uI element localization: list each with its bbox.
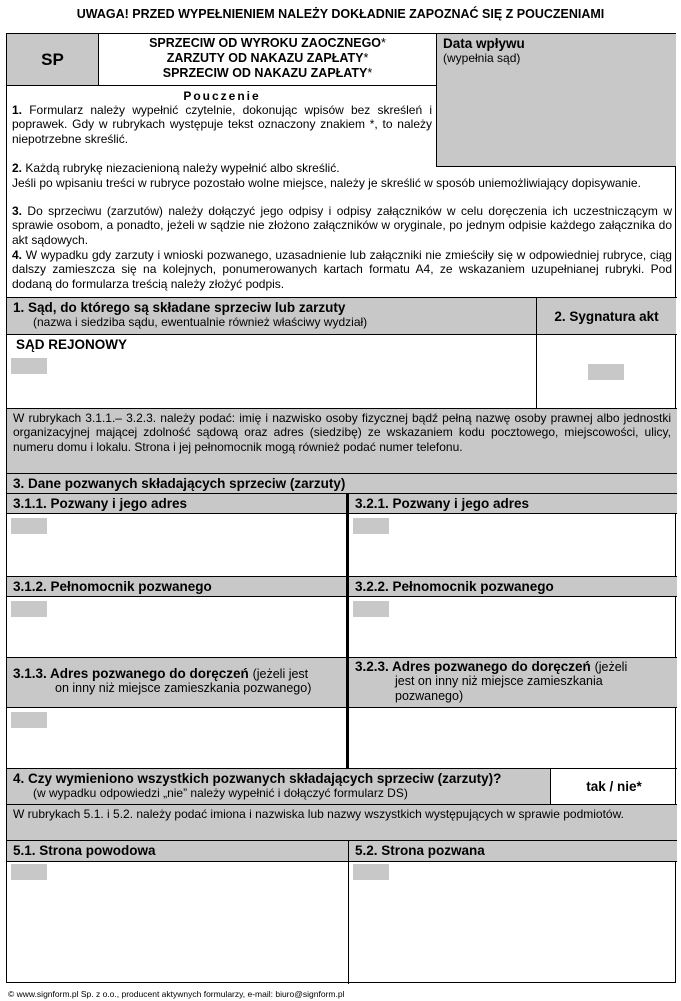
defendant-1-attorney-field[interactable] xyxy=(7,597,346,657)
defendant-2-service-address-field[interactable] xyxy=(349,708,677,768)
section-3-2-3-note-3: pozwanego) xyxy=(395,689,464,703)
section-3-2-3-header xyxy=(349,658,677,707)
section-3-1-2-title: 3.1.2. Pełnomocnik pozwanego xyxy=(13,579,212,594)
section-3-1-1-header xyxy=(7,494,346,513)
instruction-4 xyxy=(12,248,672,291)
section-3-1-3-note-1: (jeżeli jest xyxy=(252,667,309,681)
defendant-1-service-address-field[interactable] xyxy=(7,708,346,768)
section-3-1-2-header xyxy=(7,577,346,596)
plaintiff-field[interactable] xyxy=(7,862,348,982)
section-5-1-title: 5.1. Strona powodowa xyxy=(13,843,156,858)
section-3-2-3-note-2: jest on inny niż miejsce zamieszkania xyxy=(395,674,603,688)
section-3-title: 3. Dane pozwanych składających sprzeciw (zarzuty) xyxy=(13,476,346,491)
info-sections-5: W rubrykach 5.1. i 5.2. należy podać imiona i nazwiska lub nazwy wszystkich występujących w sprawie podmiotów. xyxy=(7,805,677,840)
instruction-3-text: Do sprzeciwu (zarzutów) należy dołączyć jego odpisy i odpisy załączników w celu doręczenia ich uczestniczącym w sprawie osobom, a ponadto, jeżeli w sądzie nie złożono załączników w oryginale, po jednym odpisie każdego załącznika do akt sądowych. xyxy=(12,204,672,247)
field-placeholder xyxy=(11,712,47,728)
answer-options: tak / nie* xyxy=(586,779,642,794)
date-received-note: (wypełnia sąd) xyxy=(443,51,521,65)
signature-field-placeholder xyxy=(588,364,624,380)
section-5-1-header xyxy=(7,841,348,861)
instruction-4-number: 4. xyxy=(12,248,23,262)
field-placeholder xyxy=(353,601,389,617)
form-code xyxy=(7,34,99,86)
case-signature-field[interactable] xyxy=(537,335,676,408)
section-5-2-header xyxy=(349,841,677,861)
section-3-1-3-header xyxy=(7,658,346,707)
instructions-heading: Pouczenie xyxy=(183,89,261,103)
instruction-2-number: 2. xyxy=(12,161,23,175)
court-name-value: SĄD REJONOWY xyxy=(16,337,128,352)
defendant-field[interactable] xyxy=(349,862,677,982)
field-placeholder xyxy=(353,864,389,880)
instruction-4-text: W wypadku gdy zarzuty i wnioski pozwanego, uzasadnienie lub załączniki nie zmieściły się w odpowiedniej rubryce, ciąg dalszy zamieszcza się na kolejnych, ponumerowanych kartach formatu A4, ze wskazaniem uzupełnianej rubryki. Pod dodaną do formularza treścią należy złożyć podpis. xyxy=(12,248,672,291)
form-sheet xyxy=(6,33,676,983)
section-3-header xyxy=(7,474,677,493)
instruction-2b: Jeśli po wpisaniu treści w rubryce pozostało wolne miejsce, należy je skreślić w sposób uniemożliwiający dopisywanie. xyxy=(12,176,641,190)
court-name-field[interactable] xyxy=(7,335,536,408)
instruction-1-text: Formularz należy wypełnić czytelnie, dokonując wpisów bez skreśleń i poprawek. Gdy w rubrykach występuje tekst oznaczony znakiem *, to należy niepotrzebne skreślić. xyxy=(12,103,432,146)
title-asterisk-2: * xyxy=(363,51,369,65)
section-1-subtitle: (nazwa i siedziba sądu, ewentualnie również właściwy wydział) xyxy=(33,315,368,329)
section-3-1-3-title: 3.1.3. Adres pozwanego do doręczeń xyxy=(13,666,249,681)
section-4-header xyxy=(7,769,550,804)
defendant-2-address-field[interactable] xyxy=(349,514,677,576)
section-3-2-2-title: 3.2.2. Pełnomocnik pozwanego xyxy=(355,579,554,594)
section-4-subtitle: (w wypadku odpowiedzi „nie” należy wypełnić i dołączyć formularz DS) xyxy=(33,786,408,800)
section-3-2-3-title-line xyxy=(349,659,677,674)
date-received-title: Data wpływu xyxy=(443,36,525,51)
field-placeholder xyxy=(353,518,389,534)
section-3-2-3-note-1: (jeżeli xyxy=(594,660,628,674)
field-placeholder xyxy=(11,864,47,880)
section-3-1-1-title: 3.1.1. Pozwany i jego adres xyxy=(13,496,188,511)
form-title xyxy=(99,34,436,86)
section-3-2-1-title: 3.2.1. Pozwany i jego adres xyxy=(355,496,530,511)
section-3-1-3-title-line xyxy=(7,666,346,681)
instructions xyxy=(12,86,672,296)
title-line-1: SPRZECIW OD WYROKU ZAOCZNEGO xyxy=(149,36,382,50)
court-field-placeholder xyxy=(11,358,47,374)
defendant-2-attorney-field[interactable] xyxy=(349,597,677,657)
title-line-2: ZARZUTY OD NAKAZU ZAPŁATY xyxy=(166,51,364,65)
info-sections-3: W rubrykach 3.1.1.– 3.2.3. należy podać: imię i nazwisko osoby fizycznej bądź pełną nazwę osoby prawnej albo jednostki organizacyjnej mającej zdolność sądową oraz adres (siedzibę) ze wskazaniem kodu pocztowego, miejscowości, ulicy, numeru domu i lokalu. Strona i jej pełnomocnik mogą również podać numer telefonu. xyxy=(7,409,677,473)
instruction-2-text: Każdą rubrykę niezacienioną należy wypełnić albo skreślić. xyxy=(25,161,340,175)
section-4-title: 4. Czy wymieniono wszystkich pozwanych składających sprzeciw (zarzuty)? xyxy=(13,771,502,786)
title-line-3: SPRZECIW OD NAKAZU ZAPŁATY xyxy=(162,66,368,80)
title-asterisk-1: * xyxy=(381,36,386,50)
section-2-title: 2. Sygnatura akt xyxy=(554,308,659,324)
instruction-1-number: 1. xyxy=(12,103,23,117)
defendant-1-address-field[interactable] xyxy=(7,514,346,576)
section-3-2-2-header xyxy=(349,577,677,596)
section-5-2-title: 5.2. Strona pozwana xyxy=(355,843,485,858)
footer-copyright: © www.signform.pl Sp. z o.o., producent aktywnych formularzy, e-mail: biuro@signform.pl xyxy=(8,989,345,999)
field-placeholder xyxy=(11,518,47,534)
instruction-3 xyxy=(12,204,672,247)
instruction-1 xyxy=(12,103,432,146)
instruction-2 xyxy=(12,161,432,175)
warning-banner: UWAGA! PRZED WYPEŁNIENIEM NALEŻY DOKŁADNIE ZAPOZNAĆ SIĘ Z POUCZENIAMI xyxy=(76,7,605,21)
section-3-1-3-note-2: on inny niż miejsce zamieszkania pozwanego) xyxy=(55,681,312,695)
all-defendants-answer[interactable] xyxy=(551,769,677,804)
section-3-2-3-title: 3.2.3. Adres pozwanego do doręczeń xyxy=(355,659,591,674)
instruction-3-number: 3. xyxy=(12,204,23,218)
field-placeholder xyxy=(11,601,47,617)
section-3-2-1-header xyxy=(349,494,677,513)
title-asterisk-3: * xyxy=(367,66,373,80)
form-code-label: SP xyxy=(41,49,64,69)
section-2-header xyxy=(537,298,676,334)
section-1-title: 1. Sąd, do którego są składane sprzeciw lub zarzuty xyxy=(13,300,346,315)
section-1-header xyxy=(7,298,536,334)
